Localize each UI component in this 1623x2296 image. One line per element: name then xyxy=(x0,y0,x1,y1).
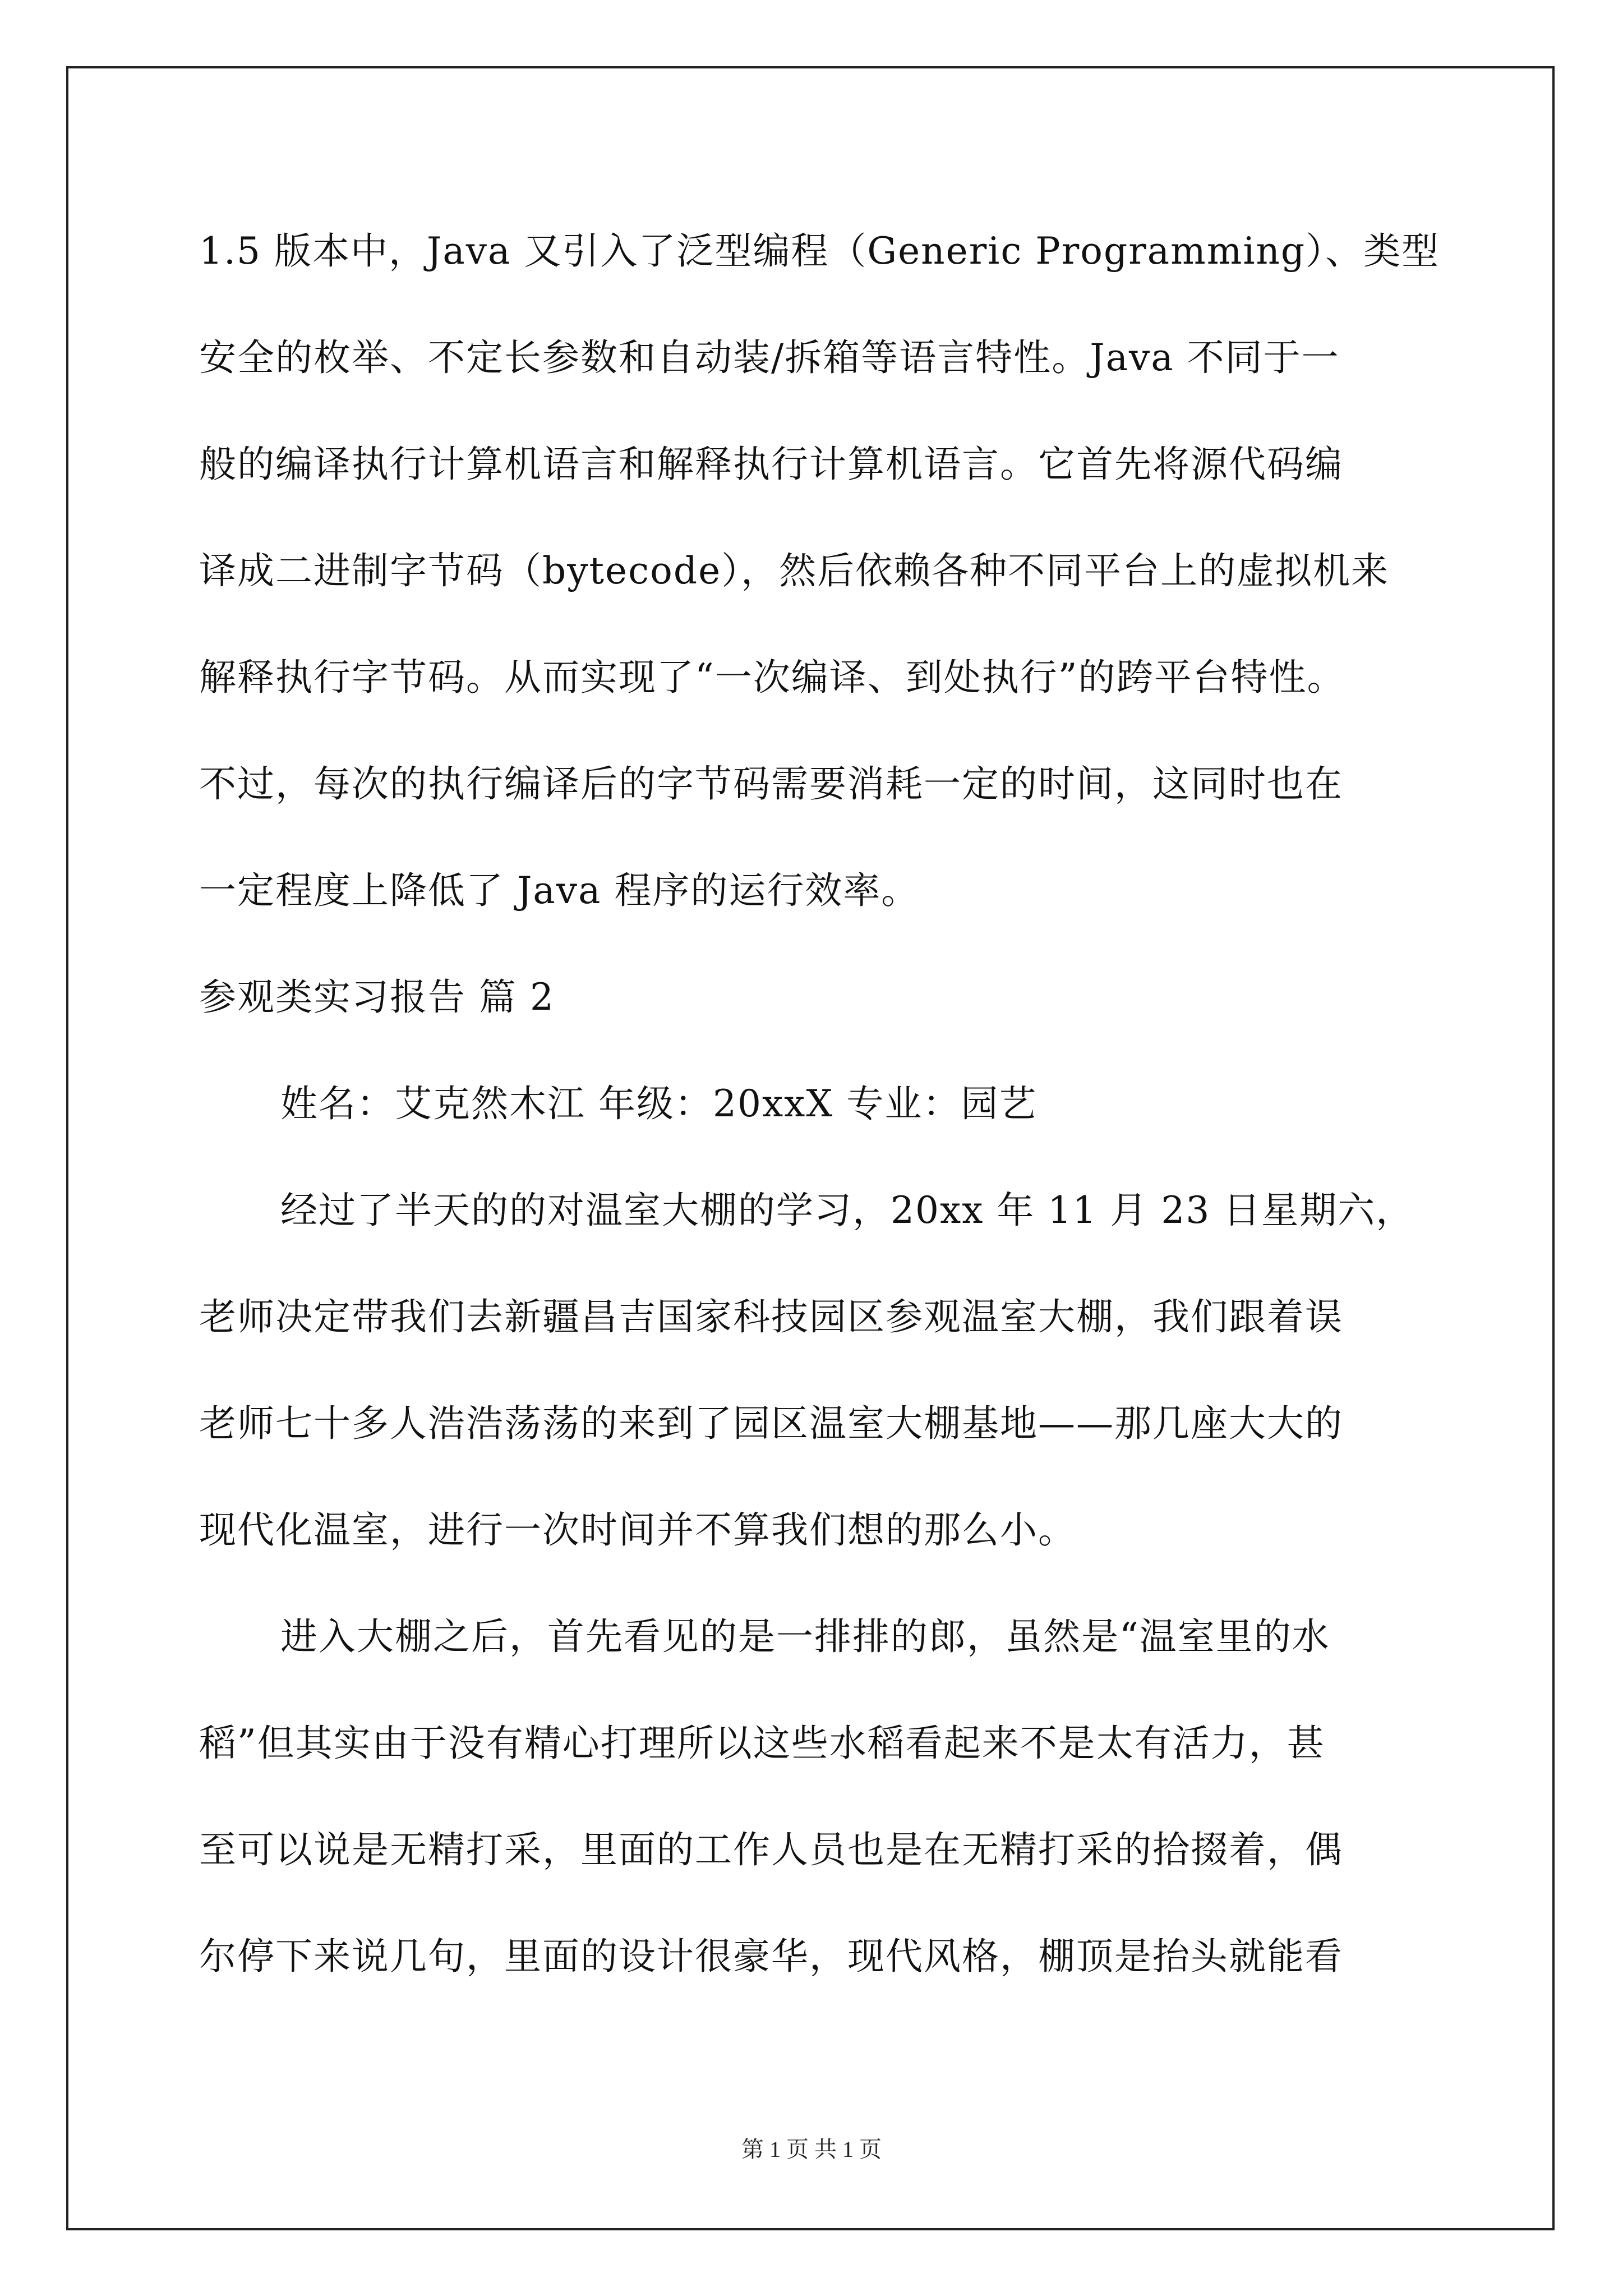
text-line: 老师七十多人浩浩荡荡的来到了园区温室大棚基地——那几座大大的 xyxy=(199,1402,1343,1445)
text-line: 进入大棚之后，首先看见的是一排排的郎，虽然是“温室里的水 xyxy=(280,1615,1330,1658)
text-line: 1.5 版本中，Java 又引入了泛型编程（Generic Programming）、类型 xyxy=(199,229,1440,273)
text-line: 解释执行字节码。从而实现了“一次编译、到处执行”的跨平台特性。 xyxy=(199,656,1345,699)
text-line: 至可以说是无精打采，里面的工作人员也是在无精打采的拾掇着，偶 xyxy=(199,1828,1343,1871)
student-info: 姓名：艾克然木江 年级：20xxX 专业：园艺 xyxy=(280,1082,1038,1125)
page-footer: 第 1 页 共 1 页 xyxy=(741,2137,882,2162)
text-line: 般的编译执行计算机语言和解释执行计算机语言。它首先将源代码编 xyxy=(199,443,1343,486)
page-border xyxy=(66,66,1555,2230)
section-heading: 参观类实习报告 篇 2 xyxy=(199,976,555,1019)
text-line: 经过了半天的的对温室大棚的学习，20xx 年 11 月 23 日星期六， xyxy=(280,1189,1414,1232)
text-line: 稻”但其实由于没有精心打理所以这些水稻看起来不是太有活力，甚 xyxy=(199,1722,1325,1765)
text-line: 一定程度上降低了 Java 程序的运行效率。 xyxy=(199,869,920,912)
text-line: 不过，每次的执行编译后的字节码需要消耗一定的时间，这同时也在 xyxy=(199,762,1343,806)
text-line: 尔停下来说几句，里面的设计很豪华，现代风格，棚顶是抬头就能看 xyxy=(199,1935,1343,1978)
text-line: 译成二进制字节码（bytecode），然后依赖各种不同平台上的虚拟机来 xyxy=(199,549,1390,592)
text-line: 老师决定带我们去新疆昌吉国家科技园区参观温室大棚，我们跟着误 xyxy=(199,1295,1343,1338)
text-line: 现代化温室，进行一次时间并不算我们想的那么小。 xyxy=(199,1508,1076,1552)
text-line: 安全的枚举、不定长参数和自动装/拆箱等语言特性。Java 不同于一 xyxy=(199,336,1340,379)
